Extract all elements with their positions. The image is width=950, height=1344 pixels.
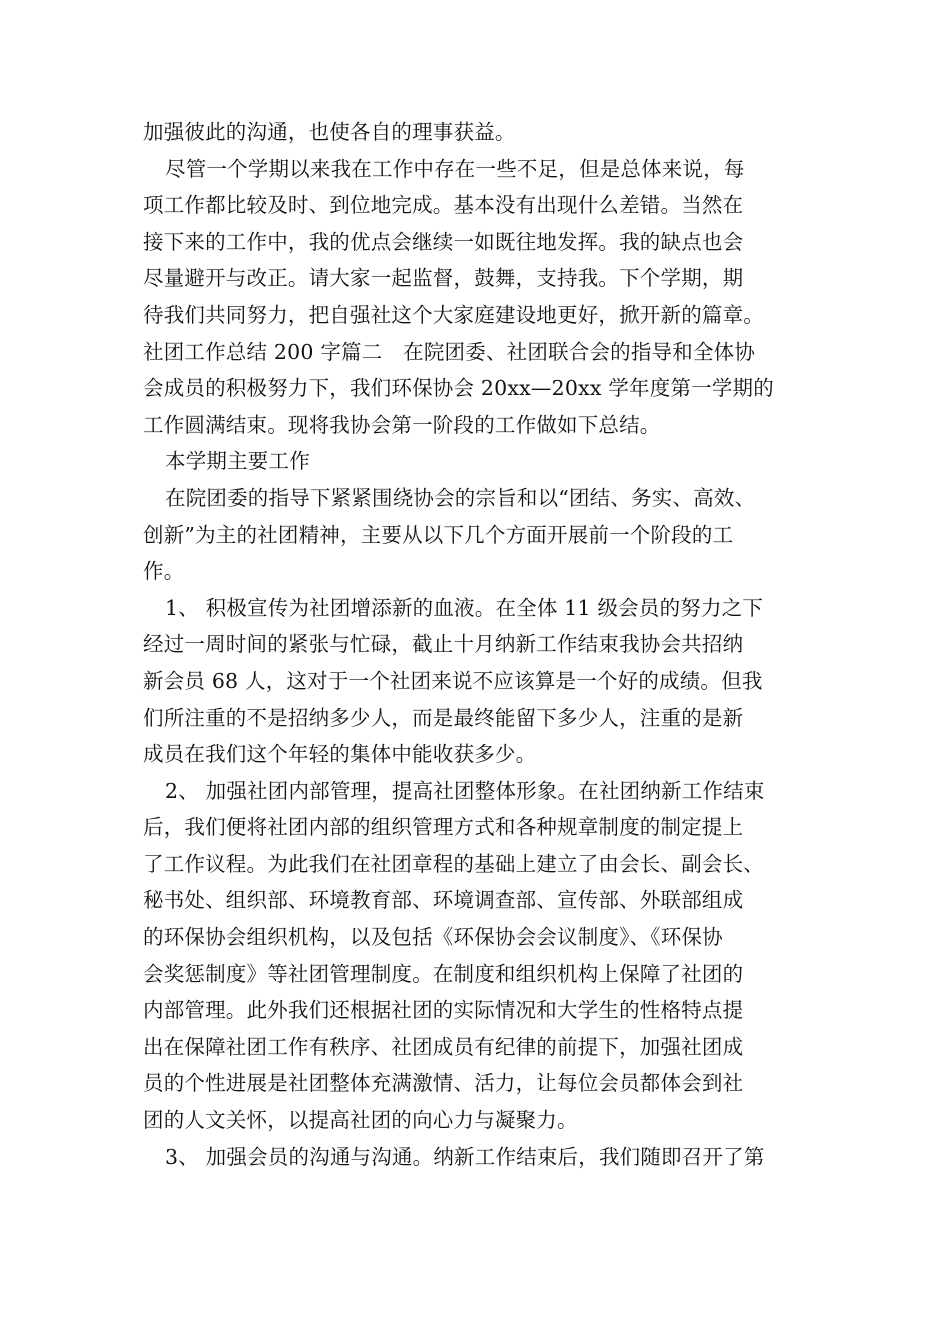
paragraph-line: 在院团委的指导下紧紧围绕协会的宗旨和以“团结、务实、高效、 <box>165 485 756 510</box>
body-text <box>143 114 833 1175</box>
paragraph-line: 经过一周时间的紧张与忙碌，截止十月纳新工作结束我协会共招纳 <box>143 632 744 657</box>
paragraph-line: 接下来的工作中，我的优点会继续一如既往地发挥。我的缺点也会 <box>143 229 744 254</box>
paragraph-line: 成员在我们这个年轻的集体中能收获多少。 <box>143 742 537 767</box>
paragraph-line: 新会员 68 人，这对于一个社团来说不应该算是一个好的成绩。但我 <box>143 668 763 693</box>
section-heading: 本学期主要工作 <box>165 449 310 474</box>
paragraph-line: 项工作都比较及时、到位地完成。基本没有出现什么差错。当然在 <box>143 193 744 218</box>
paragraph-line: 会奖惩制度》等社团管理制度。在制度和组织机构上保障了社团的 <box>143 961 744 986</box>
paragraph-line: 作。 <box>143 559 185 584</box>
paragraph-line: 内部管理。此外我们还根据社团的实际情况和大学生的性格特点提 <box>143 998 744 1023</box>
list-item-line: 2、 加强社团内部管理，提高社团整体形象。在社团纳新工作结束 <box>165 778 765 803</box>
paragraph-line: 创新”为主的社团精神，主要从以下几个方面开展前一个阶段的工 <box>143 522 734 547</box>
paragraph-line: 出在保障社团工作有秩序、社团成员有纪律的前提下，加强社团成 <box>143 1034 744 1059</box>
paragraph-line: 工作圆满结束。现将我协会第一阶段的工作做如下总结。 <box>143 412 661 437</box>
list-item-line: 3、 加强会员的沟通与沟通。纳新工作结束后，我们随即召开了第 <box>165 1144 765 1169</box>
paragraph-line: 会成员的积极努力下，我们环保协会 20xx—20xx 学年度第一学期的 <box>143 376 774 401</box>
list-item-line: 1、 积极宣传为社团增添新的血液。在全体 11 级会员的努力之下 <box>165 595 764 620</box>
paragraph-line: 团的人文关怀，以提高社团的向心力与凝聚力。 <box>143 1108 578 1133</box>
paragraph-line: 的环保协会组织机构，以及包括《环保协会会议制度》、《环保协 <box>143 925 723 950</box>
paragraph-line: 秘书处、组织部、环境教育部、环境调查部、宣传部、外联部组成 <box>143 888 744 913</box>
paragraph-line: 加强彼此的沟通，也使各自的理事获益。 <box>143 120 516 144</box>
paragraph-line: 尽量避开与改正。请大家一起监督，鼓舞，支持我。下个学期，期 <box>143 266 744 291</box>
paragraph-line: 了工作议程。为此我们在社团章程的基础上建立了由会长、副会长、 <box>143 851 764 876</box>
paragraph-line: 后，我们便将社团内部的组织管理方式和各种规章制度的制定提上 <box>143 815 744 840</box>
paragraph-line: 们所注重的不是招纳多少人，而是最终能留下多少人，注重的是新 <box>143 705 744 730</box>
paragraph-line: 社团工作总结 200 字篇二 在院团委、社团联合会的指导和全体协 <box>143 339 756 364</box>
paragraph-line: 待我们共同努力，把自强社这个大家庭建设地更好，掀开新的篇章。 <box>143 302 764 327</box>
paragraph-line: 员的个性进展是社团整体充满激情、活力，让每位会员都体会到社 <box>143 1071 744 1096</box>
paragraph-line: 尽管一个学期以来我在工作中存在一些不足，但是总体来说，每 <box>165 156 745 181</box>
